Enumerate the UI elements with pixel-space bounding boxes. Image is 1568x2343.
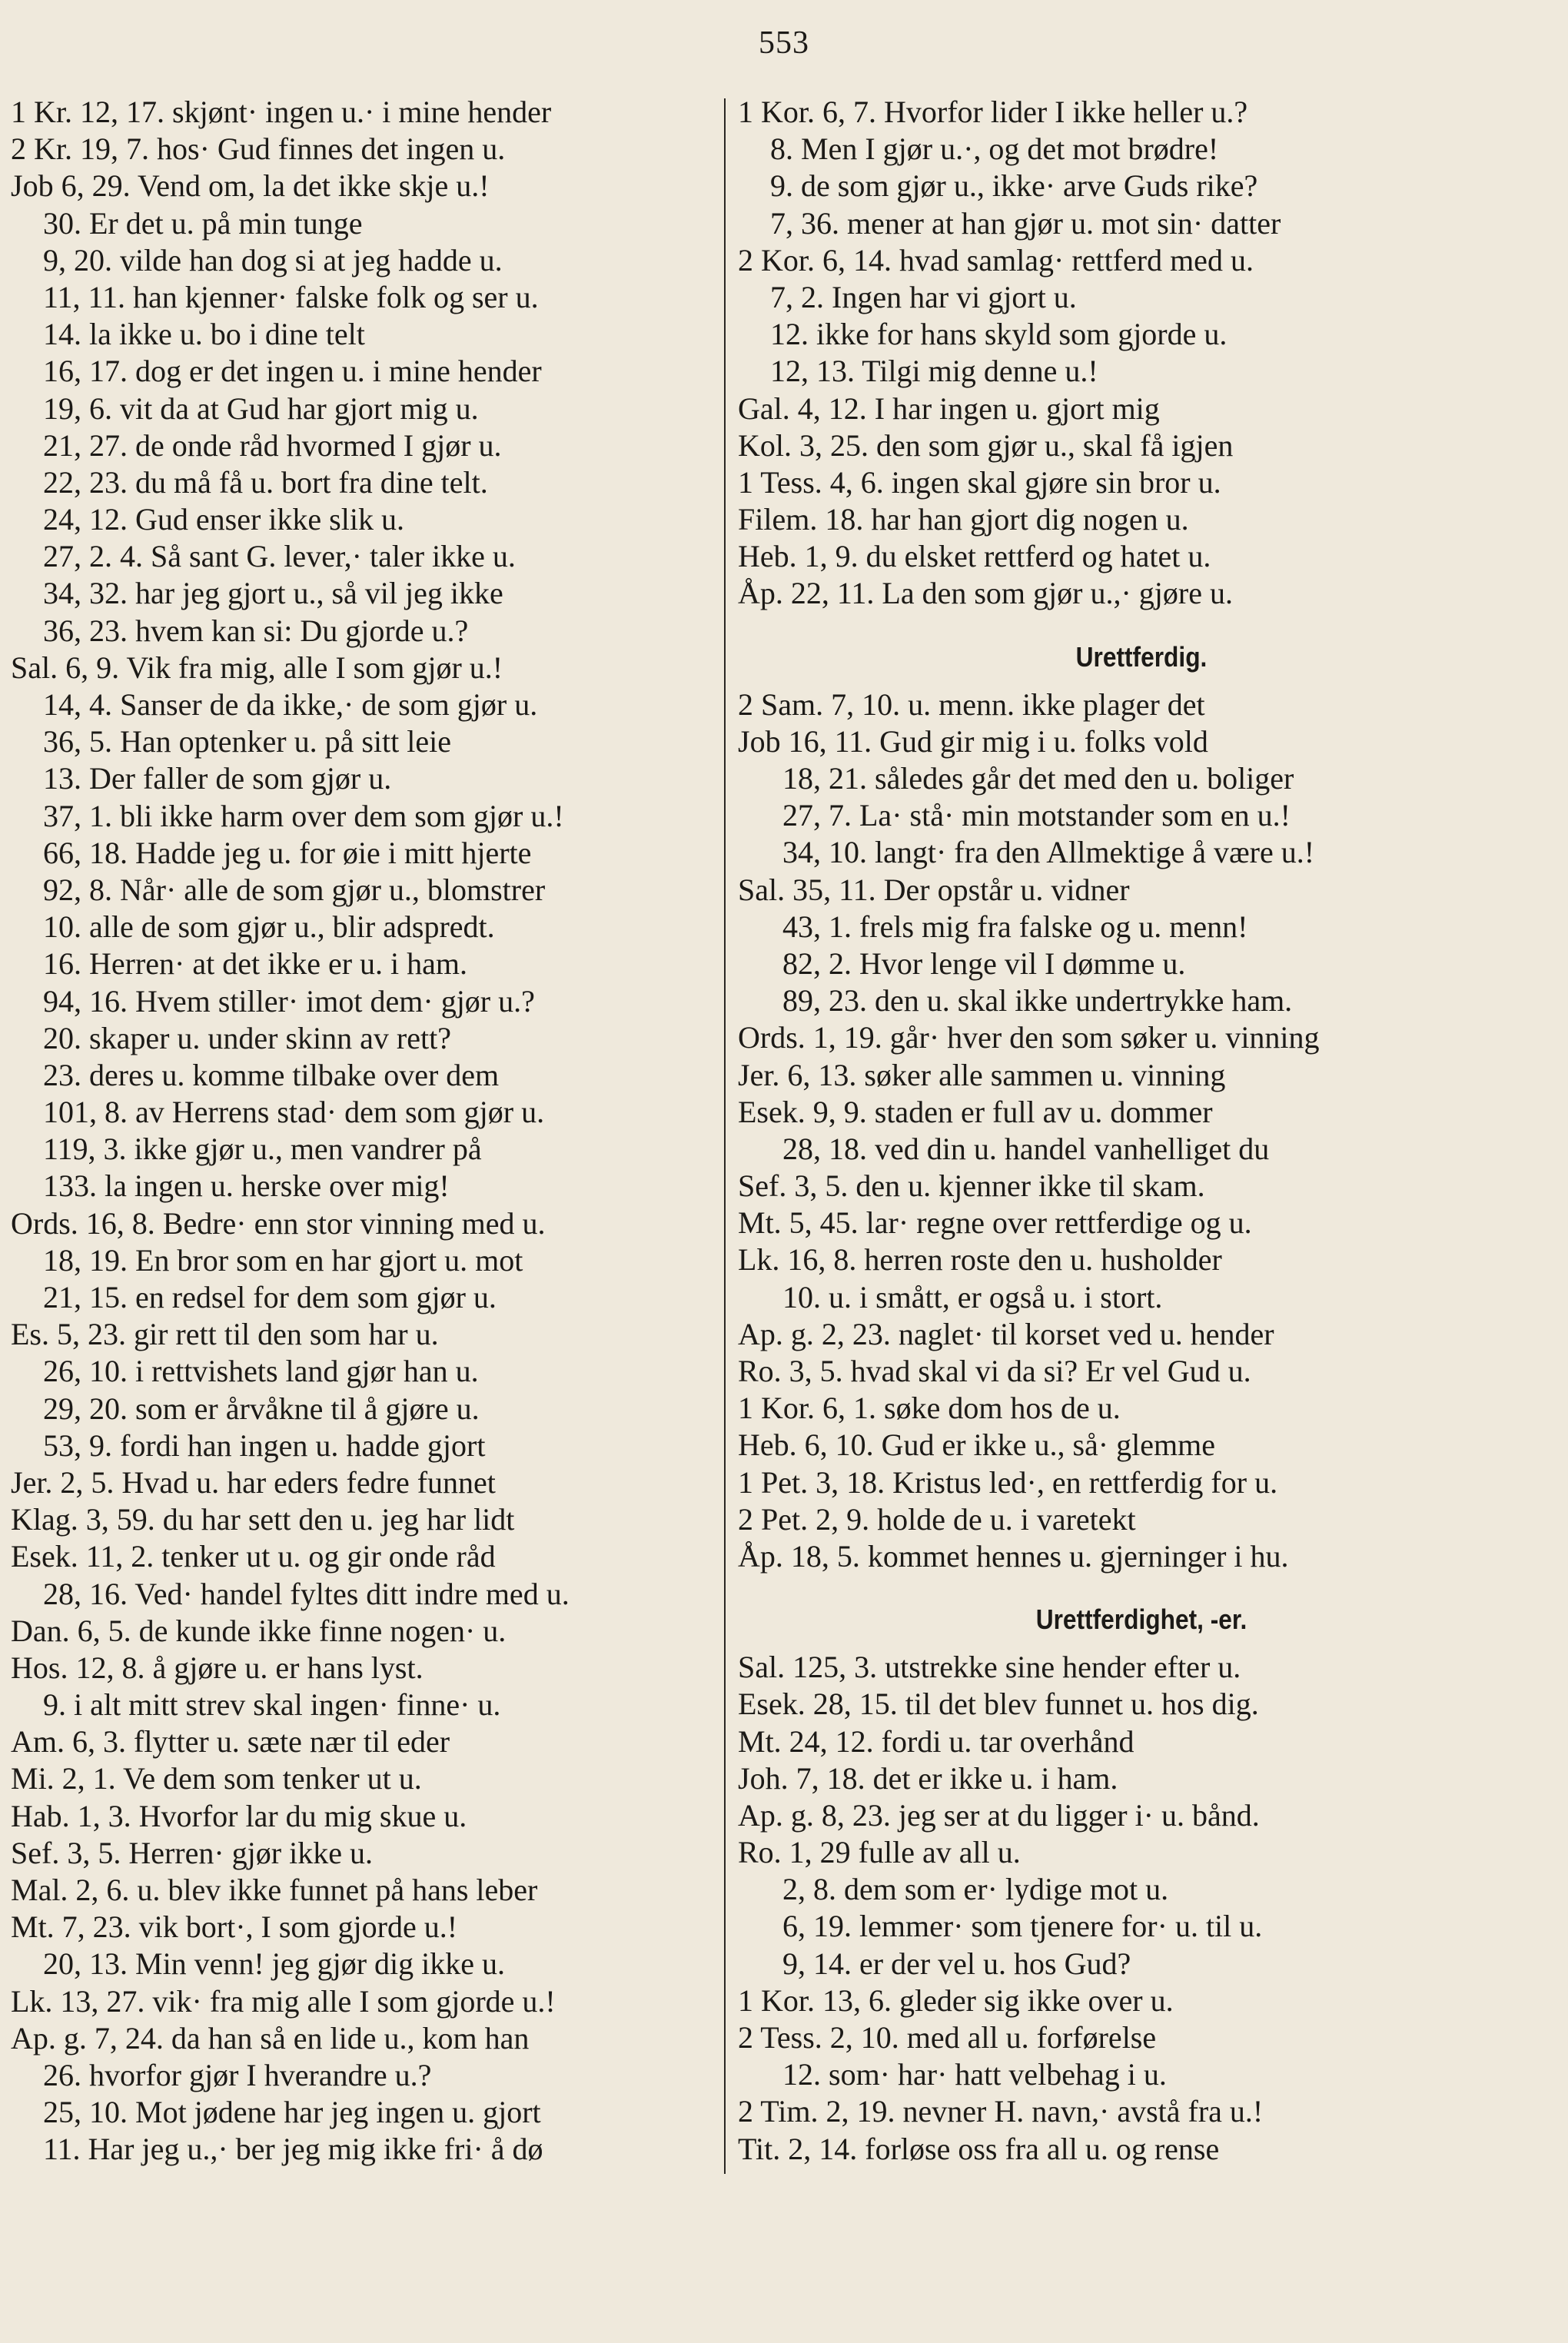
concordance-entry: Mi. 2, 1. Ve dem som tenker ut u. xyxy=(11,1761,422,1796)
concordance-entry: 9, 20. vilde han dog si at jeg hadde u. xyxy=(43,242,503,278)
concordance-entry: 18, 21. således går det med den u. boliger xyxy=(782,761,1294,796)
concordance-entry: 13. Der faller de som gjør u. xyxy=(43,761,392,796)
concordance-entry: 1 Pet. 3, 18. Kristus led·, en rettferdig for u. xyxy=(738,1464,1278,1500)
concordance-entry: Mt. 24, 12. fordi u. tar overhånd xyxy=(738,1723,1134,1759)
concordance-entry: 2 Pet. 2, 9. holde de u. i varetekt xyxy=(738,1501,1136,1537)
concordance-entry: 9, 14. er der vel u. hos Gud? xyxy=(782,1946,1131,1981)
concordance-entry: 1 Tess. 4, 6. ingen skal gjøre sin bror u. xyxy=(738,464,1221,500)
concordance-entry: 34, 32. har jeg gjort u., så vil jeg ikke xyxy=(43,576,503,611)
left-column xyxy=(11,94,718,2169)
concordance-entry: 24, 12. Gud enser ikke slik u. xyxy=(43,502,404,537)
concordance-entry: 37, 1. bli ikke harm over dem som gjør u.! xyxy=(43,798,564,833)
concordance-entry: Åp. 22, 11. La den som gjør u.,· gjøre u. xyxy=(738,576,1233,611)
concordance-entry: Hos. 12, 8. å gjøre u. er hans lyst. xyxy=(11,1650,424,1685)
concordance-entry: 26, 10. i rettvishets land gjør han u. xyxy=(43,1354,479,1389)
concordance-entry: Es. 5, 23. gir rett til den som har u. xyxy=(11,1317,439,1352)
concordance-entry: 23. deres u. komme tilbake over dem xyxy=(43,1057,500,1092)
concordance-entry: Mt. 7, 23. vik bort·, I som gjorde u.! xyxy=(11,1909,458,1945)
concordance-entry: Filem. 18. har han gjort dig nogen u. xyxy=(738,502,1189,537)
concordance-entry: 20, 13. Min venn! jeg gjør dig ikke u. xyxy=(43,1946,506,1982)
concordance-entry: 7, 2. Ingen har vi gjort u. xyxy=(770,279,1077,314)
concordance-entry: 7, 36. mener at han gjør u. mot sin· datter xyxy=(770,205,1281,241)
concordance-entry: Ap. g. 8, 23. jeg ser at du ligger i· u. bånd. xyxy=(738,1797,1260,1833)
concordance-entry: 20. skaper u. under skinn av rett? xyxy=(43,1020,451,1055)
concordance-entry: 101, 8. av Herrens stad· dem som gjør u. xyxy=(43,1095,545,1130)
concordance-entry: 2 Tim. 2, 19. nevner H. navn,· avstå fra u.! xyxy=(738,2094,1264,2129)
concordance-entry: 21, 15. en redsel for dem som gjør u. xyxy=(43,1280,497,1314)
concordance-entry: 30. Er det u. på min tunge xyxy=(43,205,363,241)
concordance-entry: Joh. 7, 18. det er ikke u. i ham. xyxy=(738,1760,1118,1796)
concordance-entry: Job 6, 29. Vend om, la det ikke skje u.! xyxy=(11,168,490,204)
section-heading: Urettferdighet, -er. xyxy=(1035,1604,1247,1636)
concordance-entry: 43, 1. frels mig fra falske og u. menn! xyxy=(782,909,1248,944)
concordance-entry: 12. som· har· hatt velbehag i u. xyxy=(782,2057,1167,2092)
concordance-entry: 9. i alt mitt strev skal ingen· finne· u. xyxy=(43,1687,501,1723)
concordance-entry: 10. alle de som gjør u., blir adspredt. xyxy=(43,909,495,945)
concordance-entry: 16. Herren· at det ikke er u. i ham. xyxy=(43,946,468,982)
concordance-entry: Tit. 2, 14. forløse oss fra all u. og rense xyxy=(738,2131,1220,2166)
concordance-entry: Dan. 6, 5. de kunde ikke finne nogen· u. xyxy=(11,1613,507,1648)
concordance-entry: Sef. 3, 5. den u. kjenner ikke til skam. xyxy=(738,1168,1205,1204)
concordance-entry: 12. ikke for hans skyld som gjorde u. xyxy=(770,317,1227,352)
concordance-entry: 28, 18. ved din u. handel vanhelliget du xyxy=(782,1131,1270,1166)
concordance-entry: Esek. 11, 2. tenker ut u. og gir onde råd xyxy=(11,1539,496,1574)
concordance-entry: Job 16, 11. Gud gir mig i u. folks vold xyxy=(738,723,1208,759)
concordance-entry: Ap. g. 7, 24. da han så en lide u., kom han xyxy=(11,2020,530,2056)
page-number: 553 xyxy=(759,25,809,61)
section-heading: Urettferdig. xyxy=(1075,640,1208,673)
concordance-entry: 133. la ingen u. herske over mig! xyxy=(43,1168,450,1204)
concordance-entry: Mt. 5, 45. lar· regne over rettferdige og u. xyxy=(738,1205,1252,1241)
concordance-entry: Sal. 6, 9. Vik fra mig, alle I som gjør u.! xyxy=(11,650,503,685)
concordance-entry: Heb. 6, 10. Gud er ikke u., så· glemme xyxy=(738,1427,1215,1463)
concordance-entry: Ords. 16, 8. Bedre· enn stor vinning med u. xyxy=(11,1205,546,1241)
concordance-entry: 1 Kor. 6, 1. søke dom hos de u. xyxy=(738,1391,1121,1426)
concordance-entry: Sef. 3, 5. Herren· gjør ikke u. xyxy=(11,1835,373,1870)
concordance-entry: Lk. 16, 8. herren roste den u. husholder xyxy=(738,1242,1222,1278)
concordance-entry: 27, 7. La· stå· min motstander som en u.! xyxy=(782,798,1291,833)
concordance-entry: 9. de som gjør u., ikke· arve Guds rike? xyxy=(770,168,1258,204)
concordance-entry: 6, 19. lemmer· som tjenere for· u. til u. xyxy=(782,1909,1263,1944)
concordance-entry: 94, 16. Hvem stiller· imot dem· gjør u.? xyxy=(43,983,535,1019)
concordance-entry: Ap. g. 2, 23. naglet· til korset ved u. hender xyxy=(738,1316,1274,1351)
concordance-entry: 53, 9. fordi han ingen u. hadde gjort xyxy=(43,1427,486,1463)
concordance-entry: Jer. 6, 13. søker alle sammen u. vinning xyxy=(738,1057,1226,1092)
concordance-entry: Esek. 28, 15. til det blev funnet u. hos dig. xyxy=(738,1687,1259,1722)
concordance-entry: 19, 6. vit da at Gud har gjort mig u. xyxy=(43,390,479,426)
concordance-entry: Sal. 125, 3. utstrekke sine hender efter u. xyxy=(738,1650,1241,1685)
concordance-entry: 1 Kr. 12, 17. skjønt· ingen u.· i mine hender xyxy=(11,95,552,129)
concordance-entry: Am. 6, 3. flytter u. sæte nær til eder xyxy=(11,1724,450,1760)
concordance-entry: 11. Har jeg u.,· ber jeg mig ikke fri· å dø xyxy=(43,2132,543,2167)
concordance-entry: Klag. 3, 59. du har sett den u. jeg har lidt xyxy=(11,1502,515,1537)
concordance-entry: 2 Sam. 7, 10. u. menn. ikke plager det xyxy=(738,686,1205,722)
concordance-entry: Ords. 1, 19. går· hver den som søker u. vinning xyxy=(738,1020,1320,1055)
concordance-entry: 25, 10. Mot jødene har jeg ingen u. gjort xyxy=(43,2095,541,2130)
concordance-entry: Mal. 2, 6. u. blev ikke funnet på hans leber xyxy=(11,1873,538,1907)
concordance-entry: 1 Kor. 13, 6. gleder sig ikke over u. xyxy=(738,1982,1174,2018)
concordance-entry: Ro. 1, 29 fulle av all u. xyxy=(738,1835,1021,1870)
concordance-entry: Hab. 1, 3. Hvorfor lar du mig skue u. xyxy=(11,1798,467,1833)
concordance-entry: 89, 23. den u. skal ikke undertrykke ham. xyxy=(782,983,1293,1019)
right-column xyxy=(738,94,1545,2168)
concordance-entry: 27, 2. 4. Så sant G. lever,· taler ikke u. xyxy=(43,539,516,574)
concordance-entry: 82, 2. Hvor lenge vil I dømme u. xyxy=(782,946,1186,981)
concordance-entry: 16, 17. dog er det ingen u. i mine hender xyxy=(43,354,542,389)
concordance-entry: Heb. 1, 9. du elsket rettferd og hatet u. xyxy=(738,539,1211,574)
concordance-entry: 66, 18. Hadde jeg u. for øie i mitt hjerte xyxy=(43,835,532,870)
concordance-entry: 11, 11. han kjenner· falske folk og ser u. xyxy=(43,279,539,314)
concordance-entry: 2 Kr. 19, 7. hos· Gud finnes det ingen u. xyxy=(11,131,506,167)
concordance-entry: Lk. 13, 27. vik· fra mig alle I som gjorde u.! xyxy=(11,1983,556,2019)
concordance-entry: Jer. 2, 5. Hvad u. har eders fedre funnet xyxy=(11,1464,496,1500)
concordance-entry: 22, 23. du må få u. bort fra dine telt. xyxy=(43,464,488,500)
concordance-entry: Esek. 9, 9. staden er full av u. dommer xyxy=(738,1094,1213,1129)
column-divider xyxy=(724,98,726,2174)
concordance-entry: 18, 19. En bror som en har gjort u. mot xyxy=(43,1242,523,1278)
concordance-entry: 28, 16. Ved· handel fyltes ditt indre med u. xyxy=(43,1576,570,1611)
concordance-entry: 14, 4. Sanser de da ikke,· de som gjør u. xyxy=(43,687,538,722)
concordance-entry: Sal. 35, 11. Der opstår u. vidner xyxy=(738,872,1130,907)
concordance-entry: 8. Men I gjør u.·, og det mot brødre! xyxy=(770,131,1219,167)
concordance-entry: Gal. 4, 12. I har ingen u. gjort mig xyxy=(738,390,1160,426)
concordance-entry: 26. hvorfor gjør I hverandre u.? xyxy=(43,2057,432,2092)
concordance-entry: 10. u. i smått, er også u. i stort. xyxy=(782,1279,1163,1314)
concordance-entry: 2 Kor. 6, 14. hvad samlag· rettferd med u. xyxy=(738,242,1254,278)
concordance-entry: 36, 5. Han optenker u. på sitt leie xyxy=(43,724,451,759)
concordance-entry: Ro. 3, 5. hvad skal vi da si? Er vel Gud u. xyxy=(738,1354,1251,1388)
concordance-entry: 92, 8. Når· alle de som gjør u., blomstrer xyxy=(43,872,546,907)
concordance-entry: 36, 23. hvem kan si: Du gjorde u.? xyxy=(43,613,469,648)
concordance-entry: Kol. 3, 25. den som gjør u., skal få igjen xyxy=(738,427,1234,463)
concordance-entry: 2, 8. dem som er· lydige mot u. xyxy=(782,1872,1169,1907)
concordance-entry: Åp. 18, 5. kommet hennes u. gjerninger i hu. xyxy=(738,1538,1289,1574)
concordance-entry: 29, 20. som er årvåkne til å gjøre u. xyxy=(43,1391,480,1426)
concordance-entry: 14. la ikke u. bo i dine telt xyxy=(43,317,365,352)
concordance-entry: 12, 13. Tilgi mig denne u.! xyxy=(770,354,1098,389)
concordance-entry: 119, 3. ikke gjør u., men vandrer på xyxy=(43,1132,482,1167)
concordance-entry: 2 Tess. 2, 10. med all u. forførelse xyxy=(738,2020,1157,2055)
concordance-entry: 21, 27. de onde råd hvormed I gjør u. xyxy=(43,427,502,463)
concordance-entry: 34, 10. langt· fra den Allmektige å være u.! xyxy=(782,835,1315,870)
concordance-entry: 1 Kor. 6, 7. Hvorfor lider I ikke heller u.? xyxy=(738,95,1248,129)
